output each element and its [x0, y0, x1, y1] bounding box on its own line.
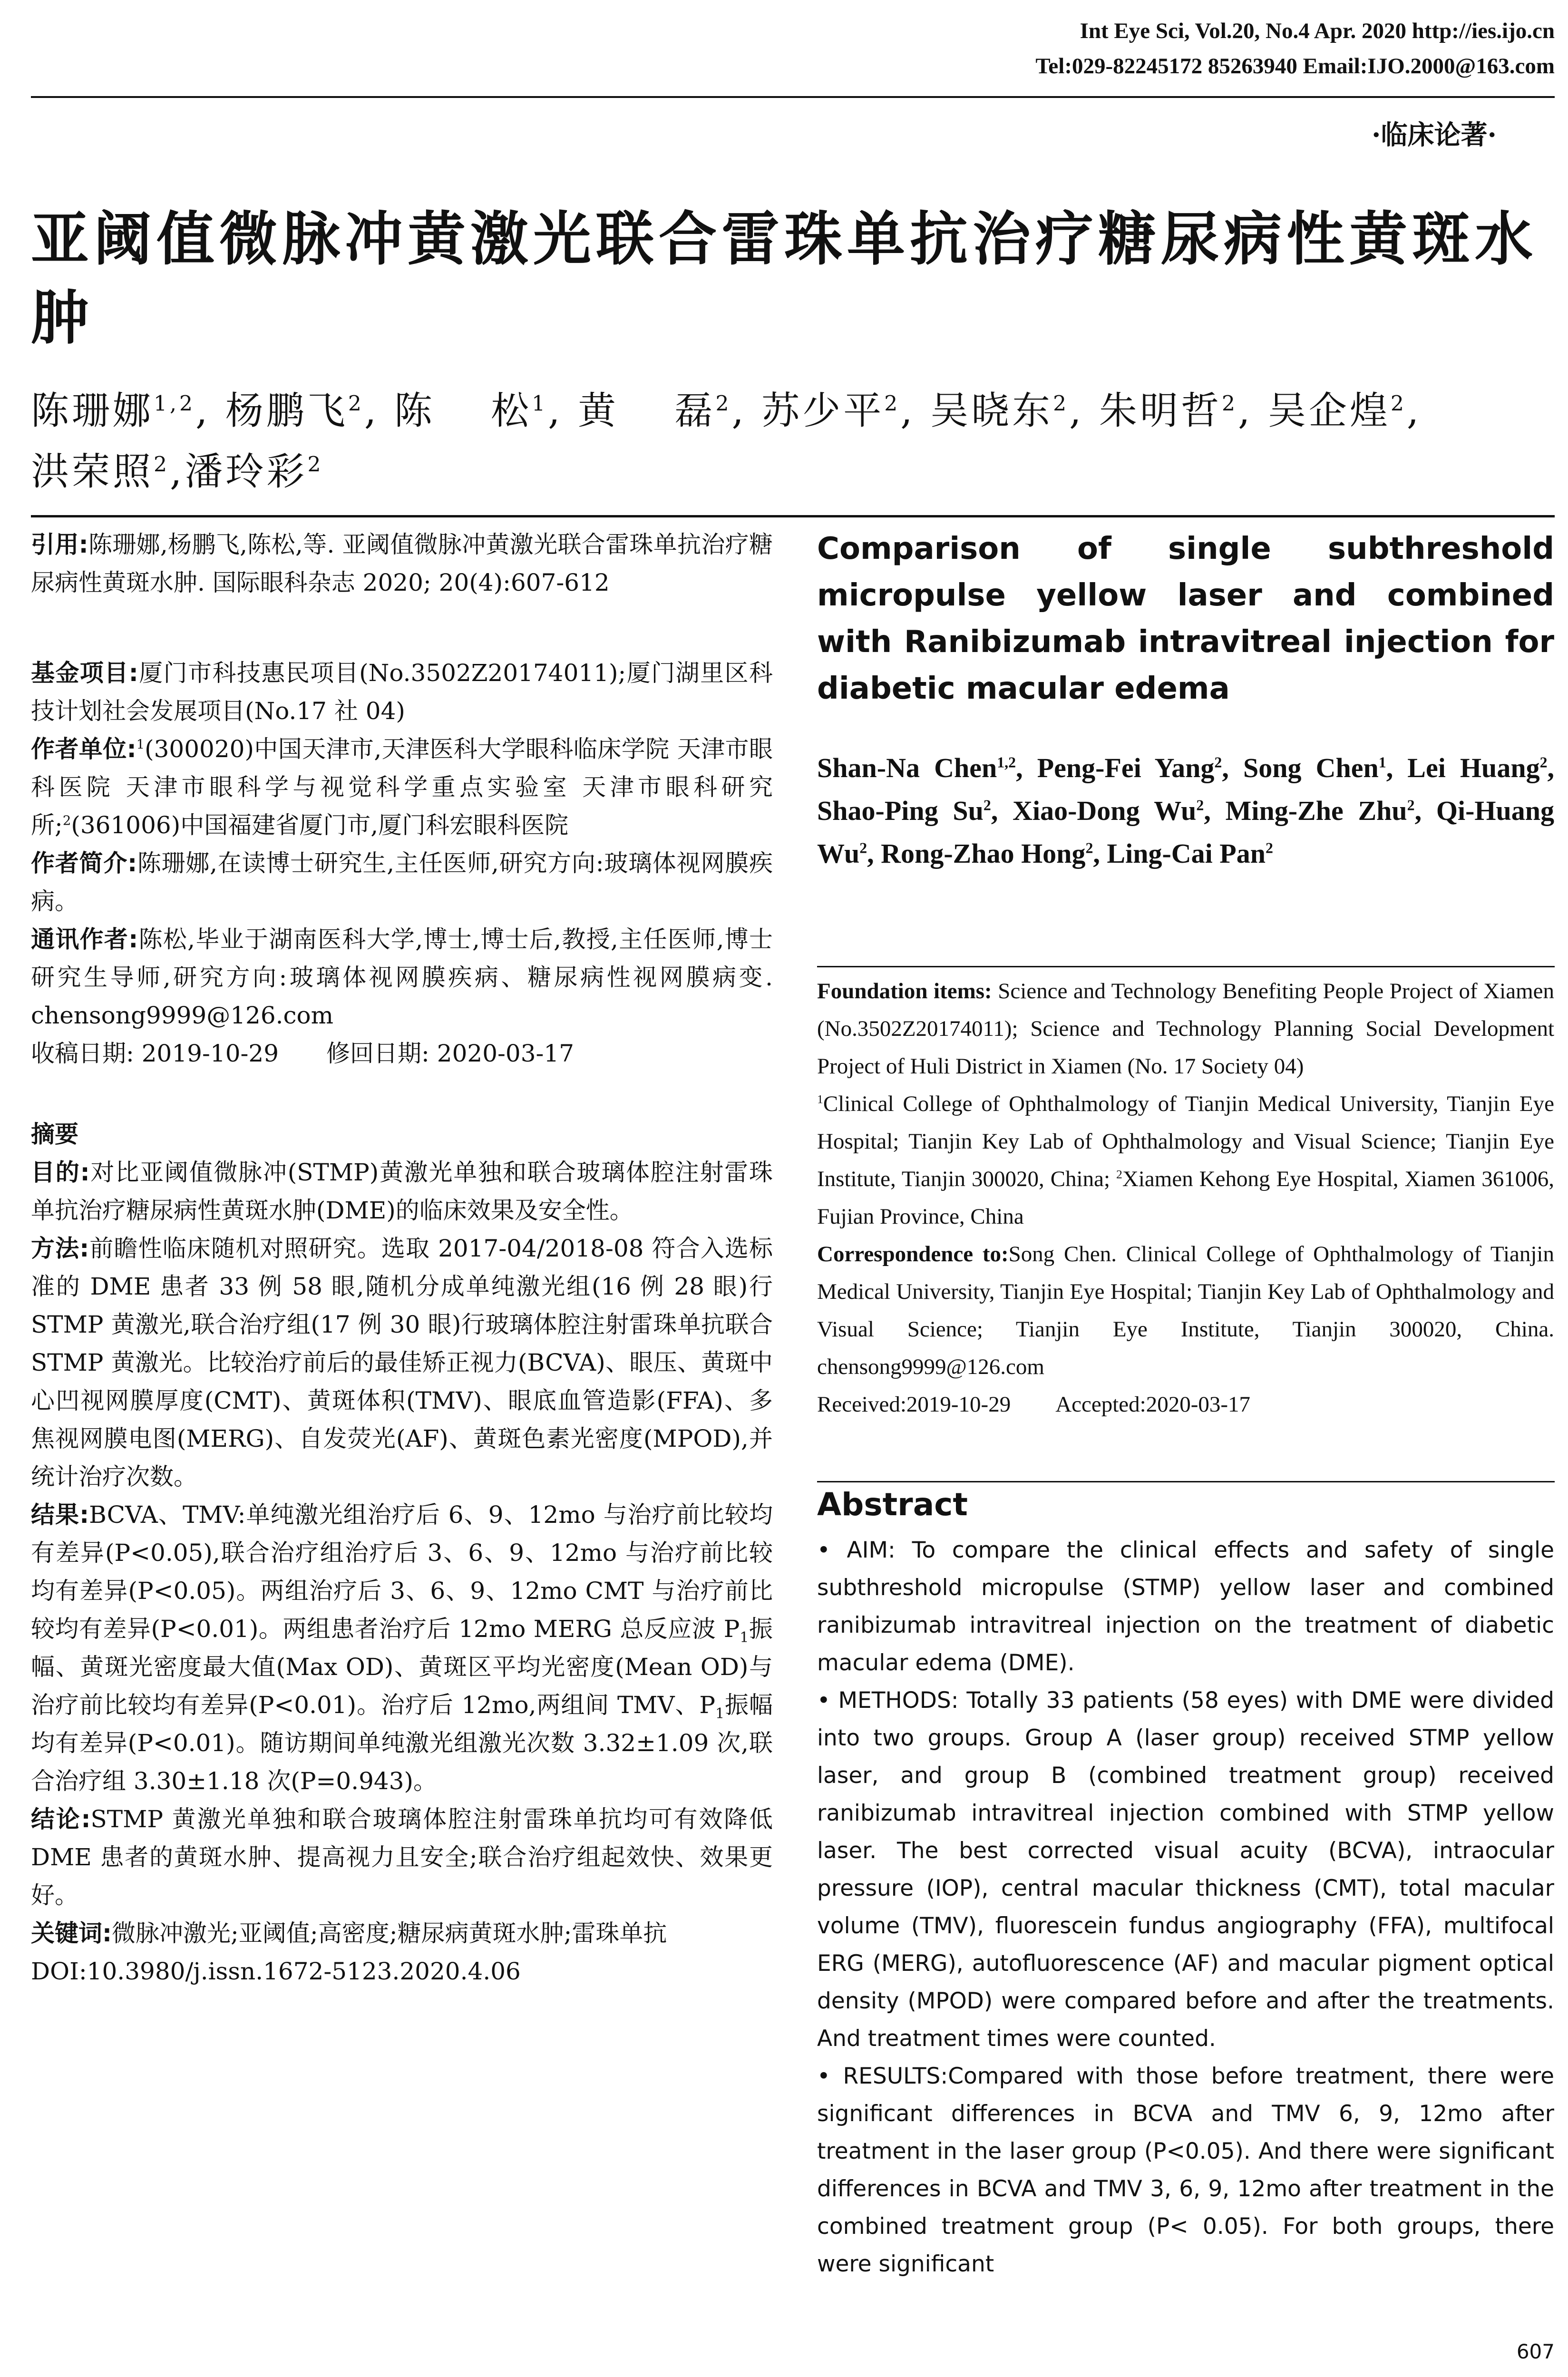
unit-sup-2: 2: [62, 813, 71, 828]
doi: DOI:10.3980/j.issn.1672-5123.2020.4.06: [31, 1958, 521, 1985]
author-en-name: Shan-Na Chen: [817, 752, 997, 783]
author-en-separator: ,: [991, 795, 1013, 826]
keywords-text-cn: 微脉冲激光;亚阈值;高密度;糖尿病黄斑水肿;雷珠单抗: [112, 1919, 667, 1947]
article-title: 亚阈值微脉冲黄激光联合雷珠单抗治疗糖尿病性黄斑水肿: [31, 205, 1538, 352]
author-cn-affiliation: 2: [884, 391, 901, 416]
author-cn-name: 朱明哲: [1099, 389, 1222, 433]
unit-text-2: (361006)中国福建省厦门市,厦门科宏眼科医院: [71, 811, 569, 839]
aff-sup-1: 1: [817, 1092, 823, 1106]
unit-text-1: (300020)中国天津市,天津医科大学眼科临床学院 天津市眼科医院 天津市眼科学与视觉科学重点实验室 天津市眼科研究所;: [31, 735, 773, 839]
author-en-name: Qi-Huang Wu: [817, 795, 1555, 869]
author-cn-separator: ,: [1406, 389, 1422, 433]
corr-label-cn: 通讯作者:: [31, 925, 138, 953]
aim-text-en: To compare the clinical effects and safety of single subthreshold micropulse (STMP) yellow laser and combined ranibizumab intravitreal injection on the treatment of diabetic macular edema (DME).: [817, 1537, 1555, 1676]
author-cn-affiliation: 2: [307, 452, 324, 477]
conclusion-label-cn: 结论:: [31, 1805, 91, 1833]
results-label-en: • RESULTS:: [817, 2063, 948, 2089]
methods-text-en: Totally 33 patients (58 eyes) with DME were divided into two groups. Group A (laser group) received STMP yellow laser, and group B (combined treatment group) received ranibizumab intravitreal injection combined with STMP yellow laser. The best corrected visual acuity (BCVA), intraocular pressure (IOP), central macular thickness (CMT), total macular volume (TMV), fluorescein fundus angiography (FFA), multifocal ERG (MERG), autofluorescence (AF) and macular pigment optical density (MPOD) were compared before and after the treatments. And treatment times were counted.: [817, 1687, 1554, 2052]
abstract-heading-cn: 摘要: [31, 1120, 78, 1148]
right-rule-2: [817, 1481, 1555, 1482]
author-cn-separator: ,: [1238, 389, 1268, 433]
foundation-text: Science and Technology Benefiting People Project of Xiamen (No.3502Z20174011); Science and Technology Planning Social Development Project of Huli District in Xiamen (No. 17 Society 04): [817, 979, 1555, 1079]
accepted-en: Accepted:2020-03-17: [1055, 1392, 1251, 1417]
author-cn-affiliation: 2: [1053, 391, 1070, 416]
keywords-label-cn: 关键词:: [31, 1919, 112, 1947]
authors-cn: [31, 380, 1562, 502]
author-cn-name: 吴企煌: [1267, 389, 1391, 433]
author-en-affiliation: 2: [1265, 839, 1273, 857]
author-cn-affiliation: 2: [1390, 391, 1407, 416]
author-cn-name: 吴晓东: [930, 389, 1053, 433]
dates-cn: [31, 1034, 773, 1072]
aim-en: [817, 1531, 1554, 1682]
author-en-separator: ,: [1414, 795, 1436, 826]
foundation-label: Foundation items:: [817, 979, 992, 1003]
results-cn: [31, 1496, 773, 1800]
author-cn-separator: ,: [195, 389, 225, 433]
corr-text-en: Song Chen. Clinical College of Ophthalmology of Tianjin Medical University, Tianjin Eye Hospital; Tianjin Key Lab of Ophthalmology and Visual Science; Tianjin Eye Institute, Tianjin 300020, China. chensong9999@126.com: [817, 1242, 1554, 1379]
author-en-separator: ,: [1093, 838, 1107, 869]
author-en-affiliation: 1,2: [997, 754, 1016, 771]
author-en-affiliation: 2: [1214, 754, 1222, 771]
author-en-separator: ,: [867, 838, 881, 869]
author-en-affiliation: 2: [859, 839, 867, 857]
unit-label: 作者单位:: [31, 735, 136, 763]
author-cn-separator: ,: [364, 389, 394, 433]
author-cn-affiliation: 2: [1222, 391, 1238, 416]
results-text-a: BCVA、TMV:单纯激光组治疗后 6、9、12mo 与治疗前比较均有差异(P<0.05),联合治疗组治疗后 3、6、9、12mo 与治疗前比较均有差异(P<0.05)。两组治疗后 3、6、9、12mo CMT 与治疗前比较均有差异(P<0.01)。两组患者治疗后 12mo MERG 总反应波 P: [31, 1501, 773, 1643]
author-en-separator: ,: [1016, 752, 1037, 783]
author-en-separator: ,: [1386, 752, 1408, 783]
author-en-separator: ,: [1204, 795, 1226, 826]
results-text-b: 振幅、黄斑光密度最大值(Max OD)、黄斑区平均光密度(Mean OD)与治疗前比较均有差异(P<0.01)。治疗后 12mo,两组间 TMV、P: [31, 1615, 773, 1719]
main-rule: [31, 515, 1555, 517]
author-en-affiliation: 2: [1539, 754, 1548, 771]
author-en-affiliation: 2: [983, 797, 991, 814]
corr-label-en: Correspondence to:: [817, 1242, 1009, 1266]
fund-label: 基金项目:: [31, 659, 138, 687]
left-column: [31, 526, 773, 1990]
aim-label-cn: 目的:: [31, 1159, 90, 1186]
author-en-name: Song Chen: [1243, 752, 1379, 783]
author-en-name: Ling-Cai Pan: [1107, 838, 1266, 869]
journal-header: [1035, 13, 1555, 84]
results-en: [817, 2057, 1554, 2283]
aff-text-2: Xiamen Kehong Eye Hospital, Xiamen 361006, Fujian Province, China: [817, 1167, 1554, 1229]
foundation: [817, 973, 1554, 1085]
citation-text: 陈珊娜,杨鹏飞,陈松,等. 亚阈值微脉冲黄激光联合雷珠单抗治疗糖尿病性黄斑水肿. 国际眼科杂志 2020; 20(4):607-612: [31, 531, 773, 596]
received-en: Received:2019-10-29: [817, 1392, 1011, 1417]
journal-contact-line: Tel:029-82245172 85263940 Email:IJO.2000@163.com: [1035, 54, 1555, 78]
author-cn-name: 陈 松: [394, 389, 532, 433]
author-cn-name: 潘玲彩: [185, 449, 308, 494]
author-cn-affiliation: 2: [348, 391, 364, 416]
bio-label: 作者简介:: [31, 849, 137, 877]
aff-sup-2: 2: [1116, 1167, 1122, 1181]
unit-sup-1: 1: [136, 737, 145, 752]
author-cn-separator: ,: [548, 389, 578, 433]
author-en-name: Ming-Zhe Zhu: [1225, 795, 1407, 826]
author-cn-affiliation: 1: [532, 391, 548, 416]
received-cn: 收稿日期: 2019-10-29: [31, 1040, 279, 1067]
aim-cn: [31, 1153, 773, 1229]
fund-text: 厦门市科技惠民项目(No.3502Z20174011);厦门湖里区科技计划社会发展项目(No.17 社 04): [31, 659, 773, 725]
author-cn-affiliation: 2: [715, 391, 732, 416]
journal-citation-line: Int Eye Sci, Vol.20, No.4 Apr. 2020 http://ies.ijo.cn: [1080, 19, 1555, 43]
author-cn-separator: ,: [1069, 389, 1100, 433]
keywords-cn: [31, 1914, 773, 1952]
abstract-en: [817, 1531, 1554, 2283]
section-label: ·临床论著·: [1372, 119, 1497, 151]
citation-label: 引用:: [31, 531, 88, 558]
methods-label-en: • METHODS:: [817, 1687, 959, 1714]
author-en-name: Peng-Fei Yang: [1037, 752, 1215, 783]
aim-text-cn: 对比亚阈值微脉冲(STMP)黄激光单独和联合玻璃体腔注射雷珠单抗治疗糖尿病性黄斑水肿(DME)的临床效果及安全性。: [31, 1159, 773, 1224]
author-en-name: Lei Huang: [1407, 752, 1540, 783]
methods-label-cn: 方法:: [31, 1235, 89, 1262]
author-cn-name: 陈珊娜: [31, 389, 154, 433]
conclusion-text-cn: STMP 黄激光单独和联合玻璃体腔注射雷珠单抗均可有效降低 DME 患者的黄斑水肿、提高视力且安全;联合治疗组起效快、效果更好。: [31, 1805, 773, 1909]
author-unit: [31, 730, 773, 844]
english-meta: [817, 973, 1554, 1423]
conclusion-cn: [31, 1800, 773, 1914]
right-rule-1: [817, 966, 1555, 967]
revised-cn: 修回日期: 2020-03-17: [326, 1040, 575, 1067]
author-en-name: Shao-Ping Su: [817, 795, 984, 826]
methods-cn: [31, 1229, 773, 1496]
author-en-separator: ,: [1547, 752, 1555, 783]
results-sub-1: 1: [740, 1629, 749, 1646]
author-cn-name: 杨鹏飞: [225, 389, 348, 433]
correspondence-en: [817, 1236, 1554, 1386]
methods-en: [817, 1682, 1554, 2057]
author-cn-name: 洪荣照: [31, 449, 154, 494]
author-cn-separator: ,: [900, 389, 931, 433]
author-en-name: Xiao-Dong Wu: [1013, 795, 1197, 826]
authors-cn-line-1: [31, 380, 1562, 441]
fund: [31, 654, 773, 730]
results-label-cn: 结果:: [31, 1501, 89, 1529]
author-en-separator: ,: [1222, 752, 1243, 783]
author-cn-name: 黄 磊: [578, 389, 716, 433]
authors-cn-line-2: [31, 441, 1562, 502]
author-en-affiliation: 2: [1196, 797, 1204, 814]
citation: [31, 526, 773, 602]
author-en-affiliation: 2: [1407, 797, 1415, 814]
corr-text-cn: 陈松,毕业于湖南医科大学,博士,博士后,教授,主任医师,博士研究生导师,研究方向:玻璃体视网膜疾病、糖尿病性视网膜病变. chensong9999@126.com: [31, 925, 773, 1029]
results-text-en: Compared with those before treatment, there were significant differences in BCVA and TMV 6, 9, 12mo after treatment in the laser group (P<0.05). And there were significant differences in BCVA and TMV 3, 6, 9, 12mo after treatment in the combined treatment group (P< 0.05). For both groups, there were significant: [817, 2063, 1554, 2277]
english-title: Comparison of single subthreshold micropulse yellow laser and combined with Ranibizumab intravitreal injection for diabetic macular edema: [817, 531, 1554, 706]
author-cn-affiliation: 1,2: [154, 391, 195, 416]
results-sub-2: 1: [715, 1705, 725, 1722]
author-en-affiliation: 2: [1085, 839, 1093, 857]
bio-text: 陈珊娜,在读博士研究生,主任医师,研究方向:玻璃体视网膜疾病。: [31, 849, 773, 915]
author-en-affiliation: 1: [1378, 754, 1386, 771]
methods-text-cn: 前瞻性临床随机对照研究。选取 2017-04/2018-08 符合入选标准的 DME 患者 33 例 58 眼,随机分成单纯激光组(16 例 28 眼)行 STMP 黄激光,联合治疗组(17 例 30 眼)行玻璃体腔注射雷珠单抗联合 STMP 黄激光。比较治疗前后的最佳矫正视力(BCVA)、眼压、黄斑中心凹视网膜厚度(CMT)、黄斑体积(TMV)、眼底血管造影(FFA)、多焦视网膜电图(MERG)、自发荧光(AF)、黄斑色素光密度(MPOD),并统计治疗次数。: [31, 1235, 773, 1490]
correspondence-cn: [31, 920, 773, 1034]
dates-en: [817, 1386, 1554, 1423]
abstract-heading-en: Abstract: [817, 1486, 968, 1523]
author-cn-affiliation: 2: [154, 452, 170, 477]
aff-text-1: Clinical College of Ophthalmology of Tianjin Medical University, Tianjin Eye Hospital; Tianjin Key Lab of Ophthalmology and Visual Science; Tianjin Eye Institute, Tianjin 300020, China;: [817, 1091, 1554, 1191]
author-en-name: Rong-Zhao Hong: [881, 838, 1086, 869]
author-cn-name: 苏少平: [761, 389, 885, 433]
results-text-c: 振幅均有差异(P<0.01)。随访期间单纯激光组激光次数 3.32±1.09 次,联合治疗组 3.30±1.18 次(P=0.943)。: [31, 1691, 773, 1795]
page-number: 607: [1516, 2340, 1555, 2363]
affiliations: [817, 1085, 1554, 1236]
author-cn-separator: ,: [731, 389, 762, 433]
header-rule: [31, 96, 1555, 98]
aim-label-en: • AIM:: [817, 1537, 896, 1563]
english-authors: [817, 747, 1554, 875]
author-cn-separator: ,: [170, 449, 185, 494]
author-bio: [31, 844, 773, 920]
